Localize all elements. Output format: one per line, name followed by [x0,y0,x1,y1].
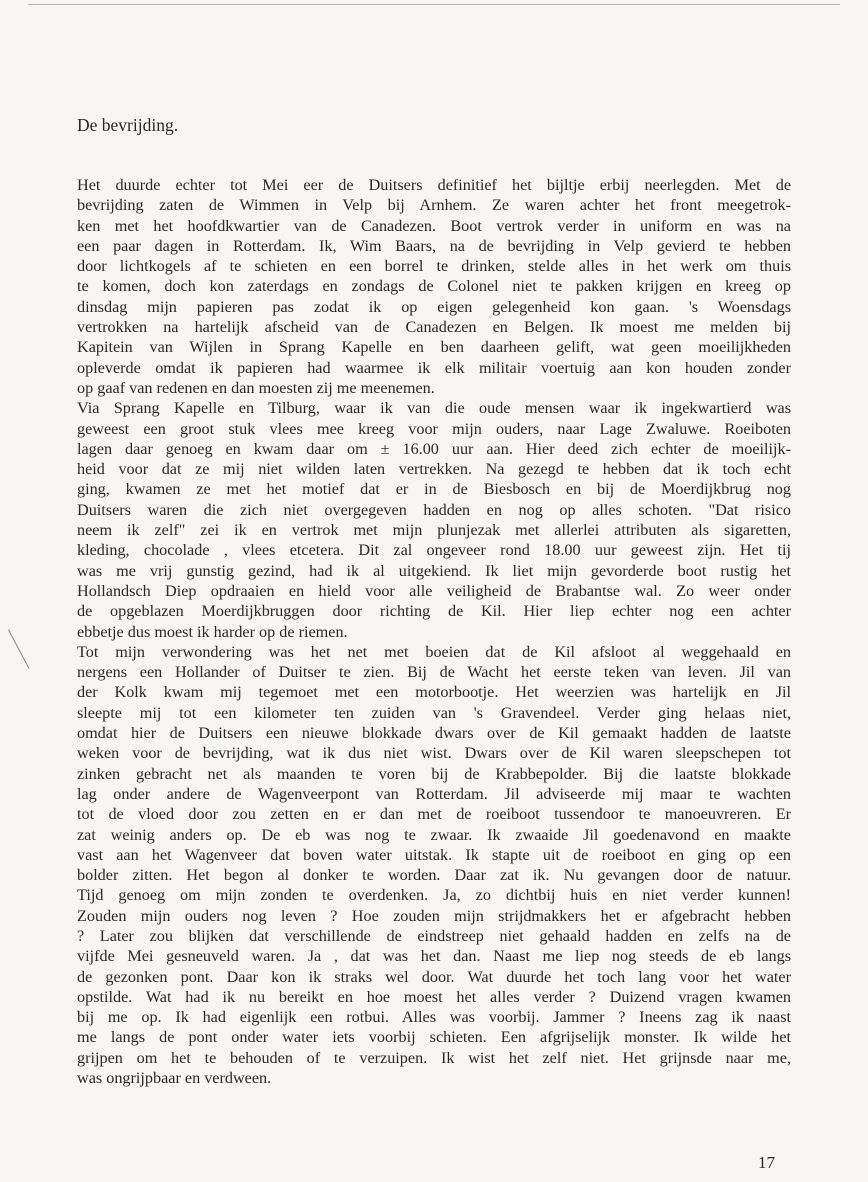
text-line: geweest een groot stuk vlees mee kreeg voor mijn ouders, naar Lage Zwaluwe. Roeiboten [77,419,791,438]
text-line: een paar dagen in Rotterdam. Ik, Wim Baars, na de bevrijding in Velp gevierd te hebben [77,236,791,255]
text-line: kleding, chocolade , vlees etcetera. Dit zal ongeveer rond 18.00 uur geweest zijn. Het tij [77,541,791,560]
text-line: nergens een Hollander of Duitser te zien. Bij de Wacht het eerste teken van leven. Jil van [77,663,791,682]
text-line: vijfde Mei gesneuveld waren. Ja , dat was het dan. Naast me liep nog steeds de eb langs [77,947,791,966]
text-line: heid voor dat ze mij niet wilden laten vertrekken. Na gezegd te hebben dat ik toch echt [77,460,791,479]
text-line: ? Later zou blijken dat verschillende de eindstreep niet gehaald hadden en zelfs na de [77,926,791,945]
text-line: bij me op. Ik had eigenlijk een rotbui. Alles was voorbij. Jammer ? Ineens zag ik naast [77,1008,791,1027]
text-line: de gezonken pont. Daar kon ik straks wel door. Wat duurde het toch lang voor het water [77,967,791,986]
text-line: de opgeblazen Moerdijkbruggen door richting de Kil. Hier liep echter nog een achter [77,602,791,621]
text-line: was me vrij gunstig gezind, had ik al uitgekiend. Ik liet mijn gevorderde boot rustig het [77,561,791,580]
text-line: opleverde omdat ik papieren had waarmee ik elk militair voertuig aan kon houden zonder [77,358,791,377]
chapter-heading: De bevrijding. [77,115,179,135]
text-line: opstilde. Wat had ik nu bereikt en hoe moest het alles verder ? Duizend vragen kwamen [77,987,791,1006]
text-line: vast aan het Wagenveer dat boven water uitstak. Ik stapte uit de roeiboot en ging op een [77,845,791,864]
text-line: Tijd genoeg om mijn zonden te overdenken. Ja, zo dichtbij huis en niet verder kunnen! [77,886,791,905]
text-line: te komen, doch kon zaterdags en zondags de Colonel niet te pakken krijgen en kreeg op [77,277,791,296]
text-line: lagen daar genoeg en kwam daar om ± 16.00 uur aan. Hier deed zich echter de moeilijk- [77,439,791,458]
text-line: door lichtkogels af te schieten en een borrel te drinken, stelde alles in het werk om thuis [77,257,791,276]
text-line: vertrokken na hartelijk afscheid van de Canadezen en Belgen. Ik moest me melden bij [77,318,791,337]
text-line: ebbetje dus moest ik harder op de riemen. [77,622,348,641]
text-line: Het duurde echter tot Mei eer de Duitsers definitief het bijltje erbij neerlegden. Met de [77,176,791,194]
top-edge-line [28,4,840,5]
text-line: op gaaf van redenen en dan moesten zij me meenemen. [77,378,435,397]
text-line: grijpen om het te behouden of te verzuipen. Ik wist het zelf niet. Het grijnsde naar me, [77,1048,791,1067]
text-line: lag onder andere de Wagenveerpont van Rotterdam. Jil adviseerde mij maar te wachten [77,784,791,803]
text-line: bevrijding zaten de Wimmen in Velp bij Arnhem. Ze waren achter het front meegetrok- [77,196,791,215]
text-line: neem ik zelf" zei ik en vertrok met mijn plunjezak met allerlei attributen als sigaretten, [77,521,791,540]
text-line: der Kolk kwam mij tegemoet met een motorbootje. Het weerzien was hartelijk en Jil [77,683,791,702]
text-line: Tot mijn verwondering was het net met boeien dat de Kil afsloot al weggehaald en [77,642,791,661]
text-line: sleepte mij tot een kilometer ten zuiden van 's Gravendeel. Verder ging helaas niet, [77,703,791,722]
text-line: Duitsers waren die zich niet overgegeven hadden en nog op alles schoten. "Dat risico [77,500,791,519]
text-line: zinken gebracht net als maanden te voren bij de Krabbepolder. Bij die laatste blokkade [77,764,791,783]
text-line: Via Sprang Kapelle en Tilburg, waar ik van die oude mensen waar ik ingekwartierd was [77,399,791,418]
text-line: dinsdag mijn papieren pas zodat ik op eigen gelegenheid kon gaan. 's Woensdags [77,297,791,316]
text-line: zat weinig anders op. De eb was nog te zwaar. Ik zwaaide Jil goedenavond en maakte [77,825,791,844]
text-line: bolder zitten. Het begon al donker te worden. Daar zat ik. Nu gevangen door de natuur. [77,866,791,885]
text-line: ging, kwamen ze met het motief dat er in de Biesbosch en bij de Moerdijkbrug nog [77,480,791,499]
text-line: weken voor de bevrijding, wat ik dus niet wist. Dwars over de Kil waren sleepschepen tot [77,744,791,763]
text-line: ken met het hoofdkwartier van de Canadezen. Boot vertrok verder in uniform en was na [77,216,791,235]
text-line: Kapitein van Wijlen in Sprang Kapelle en ben daarheen gelift, wat geen moeilijkheden [77,338,791,357]
page-number: 17 [758,1153,775,1172]
text-line: Hollandsch Diep opdraaien en hield voor alle veiligheid de Brabantse wal. Zo weer onder [77,581,791,600]
text-line: was ongrijpbaar en verdween. [77,1069,272,1088]
text-line: tot de vloed door zou zetten en er dan met de roeiboot tussendoor te manoeuvreren. Er [77,805,791,824]
margin-pencil-mark [8,630,30,669]
body-text [77,175,791,1088]
text-line: Zouden mijn ouders nog leven ? Hoe zouden mijn strijdmakkers het er afgebracht hebben [77,906,791,925]
text-line: omdat hier de Duitsers een nieuwe blokkade dwars over de Kil gemaakt hadden de laatste [77,724,791,743]
text-line: me langs de pont onder water iets voorbij schieten. Een afgrijselijk monster. Ik wilde het [77,1028,791,1047]
